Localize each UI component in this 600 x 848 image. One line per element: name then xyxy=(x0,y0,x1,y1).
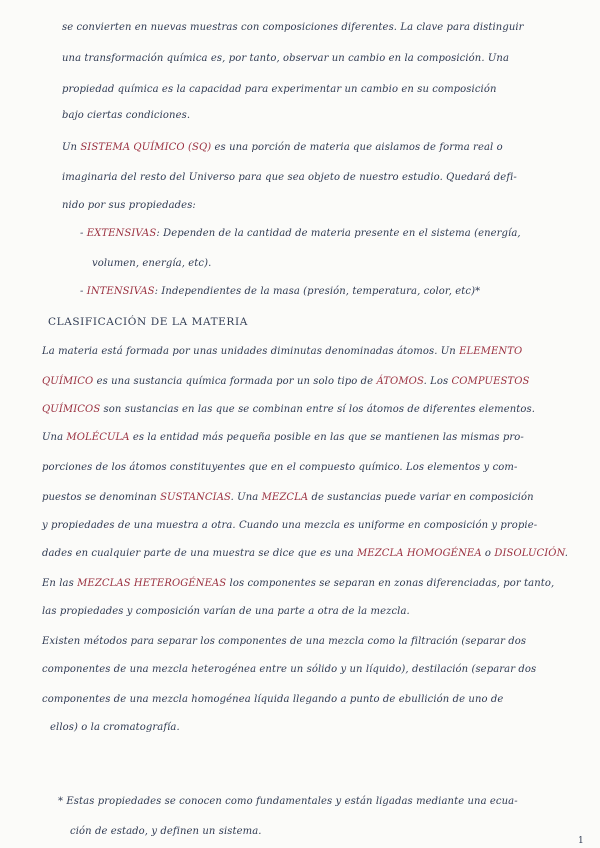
text-segment: y propiedades de una muestra a otra. Cuando una mezcla es uniforme en composición y propie- xyxy=(42,520,538,531)
text-segment: componentes de una mezcla heterogénea entre un sólido y un líquido), destilación (separar dos xyxy=(42,664,537,675)
text-segment: bajo ciertas condiciones. xyxy=(62,110,191,121)
highlighted-term: ÁTOMOS xyxy=(376,376,424,387)
highlighted-term: SUSTANCIAS xyxy=(160,492,231,503)
text-segment: nido por sus propiedades: xyxy=(62,200,196,211)
text-segment: CLASIFICACIÓN DE LA MATERIA xyxy=(48,316,248,328)
highlighted-term: MOLÉCULA xyxy=(66,432,130,443)
text-line xyxy=(62,172,517,184)
text-line xyxy=(62,110,190,122)
text-segment: de sustancias puede variar en composición xyxy=(308,492,534,503)
footnote-line xyxy=(70,826,262,838)
text-line xyxy=(42,606,410,618)
text-segment: : Dependen de la cantidad de materia presente en el sistema (energía, xyxy=(156,228,521,239)
text-segment: Una xyxy=(42,432,67,443)
text-segment: los componentes se separan en zonas diferenciadas, por tanto, xyxy=(226,578,555,589)
section-heading xyxy=(48,316,248,328)
text-segment: Existen métodos para separar los componentes de una mezcla como la filtración (separar dos xyxy=(42,636,527,647)
text-line xyxy=(42,548,568,560)
highlighted-term: QUÍMICO xyxy=(42,376,94,387)
text-segment: - xyxy=(80,228,87,239)
footnote-line xyxy=(58,796,518,808)
highlighted-term: MEZCLA HOMOGÉNEA xyxy=(356,548,482,559)
text-line xyxy=(62,142,503,154)
highlighted-term: DISOLUCIÓN xyxy=(494,548,565,559)
text-line xyxy=(42,462,517,474)
text-segment: se convierten en nuevas muestras con composiciones diferentes. La clave para distinguir xyxy=(62,22,524,33)
text-line xyxy=(42,492,534,504)
text-segment: - xyxy=(80,286,87,297)
text-segment: propiedad química es la capacidad para experimentar un cambio en su composición xyxy=(62,84,497,95)
text-line xyxy=(80,286,480,298)
text-segment: . Una xyxy=(230,492,262,503)
highlighted-term: INTENSIVAS xyxy=(86,286,155,297)
text-line xyxy=(42,664,536,676)
text-segment: dades en cualquier parte de una muestra se dice que es una xyxy=(42,548,357,559)
text-segment: es una sustancia química formada por un solo tipo de xyxy=(93,376,377,387)
text-segment: La materia está formada por unas unidades diminutas denominadas átomos. Un xyxy=(42,346,460,357)
text-line xyxy=(42,694,503,706)
text-segment: ellos) o la cromatografía. xyxy=(50,722,180,733)
text-segment: En las xyxy=(42,578,78,589)
text-line xyxy=(42,346,522,358)
text-segment: es una porción de materia que aislamos de forma real o xyxy=(211,142,503,153)
text-segment: o xyxy=(481,548,495,559)
text-line xyxy=(42,520,537,532)
highlighted-term: SISTEMA QUÍMICO (SQ) xyxy=(80,142,212,153)
text-segment: . Los xyxy=(423,376,452,387)
highlighted-term: MEZCLAS HETEROGÉNEAS xyxy=(77,578,227,589)
text-segment: Un xyxy=(62,142,81,153)
text-line xyxy=(42,404,535,416)
text-segment: imaginaria del resto del Universo para que sea objeto de nuestro estudio. Quedará defi- xyxy=(62,172,517,183)
highlighted-term: COMPUESTOS xyxy=(451,376,530,387)
text-segment: son sustancias en las que se combinan entre sí los átomos de diferentes elementos. xyxy=(100,404,536,415)
text-segment: * Estas propiedades se conocen como fundamentales y están ligadas mediante una ecua- xyxy=(58,796,518,807)
highlighted-term: QUÍMICOS xyxy=(42,404,101,415)
text-line xyxy=(42,578,554,590)
text-line xyxy=(62,53,509,65)
text-segment: una transformación química es, por tanto, observar un cambio en la composición. Una xyxy=(62,53,510,64)
highlighted-term: MEZCLA xyxy=(261,492,309,503)
text-line xyxy=(62,22,524,34)
text-line xyxy=(62,200,196,212)
text-segment: es la entidad más pequeña posible en las que se mantienen las mismas pro- xyxy=(129,432,524,443)
text-line xyxy=(50,722,180,734)
highlighted-term: ELEMENTO xyxy=(459,346,523,357)
text-line xyxy=(80,228,521,240)
text-segment: puestos se denominan xyxy=(42,492,161,503)
text-segment: : Independientes de la masa (presión, temperatura, color, etc)* xyxy=(154,286,481,297)
text-line xyxy=(42,376,529,388)
text-line xyxy=(42,636,526,648)
highlighted-term: EXTENSIVAS xyxy=(86,228,157,239)
text-line xyxy=(42,432,524,444)
text-line xyxy=(62,84,497,96)
text-segment: componentes de una mezcla homogénea líquida llegando a punto de ebullición de uno de xyxy=(42,694,504,705)
text-segment: . xyxy=(564,548,569,559)
text-segment: volumen, energía, etc). xyxy=(92,258,212,269)
page-number: 1 xyxy=(578,836,584,846)
text-segment: las propiedades y composición varían de una parte a otra de la mezcla. xyxy=(42,606,410,617)
text-segment: porciones de los átomos constituyentes que en el compuesto químico. Los elementos y com- xyxy=(42,462,518,473)
text-line xyxy=(92,258,211,270)
text-segment: ción de estado, y definen un sistema. xyxy=(70,826,262,837)
